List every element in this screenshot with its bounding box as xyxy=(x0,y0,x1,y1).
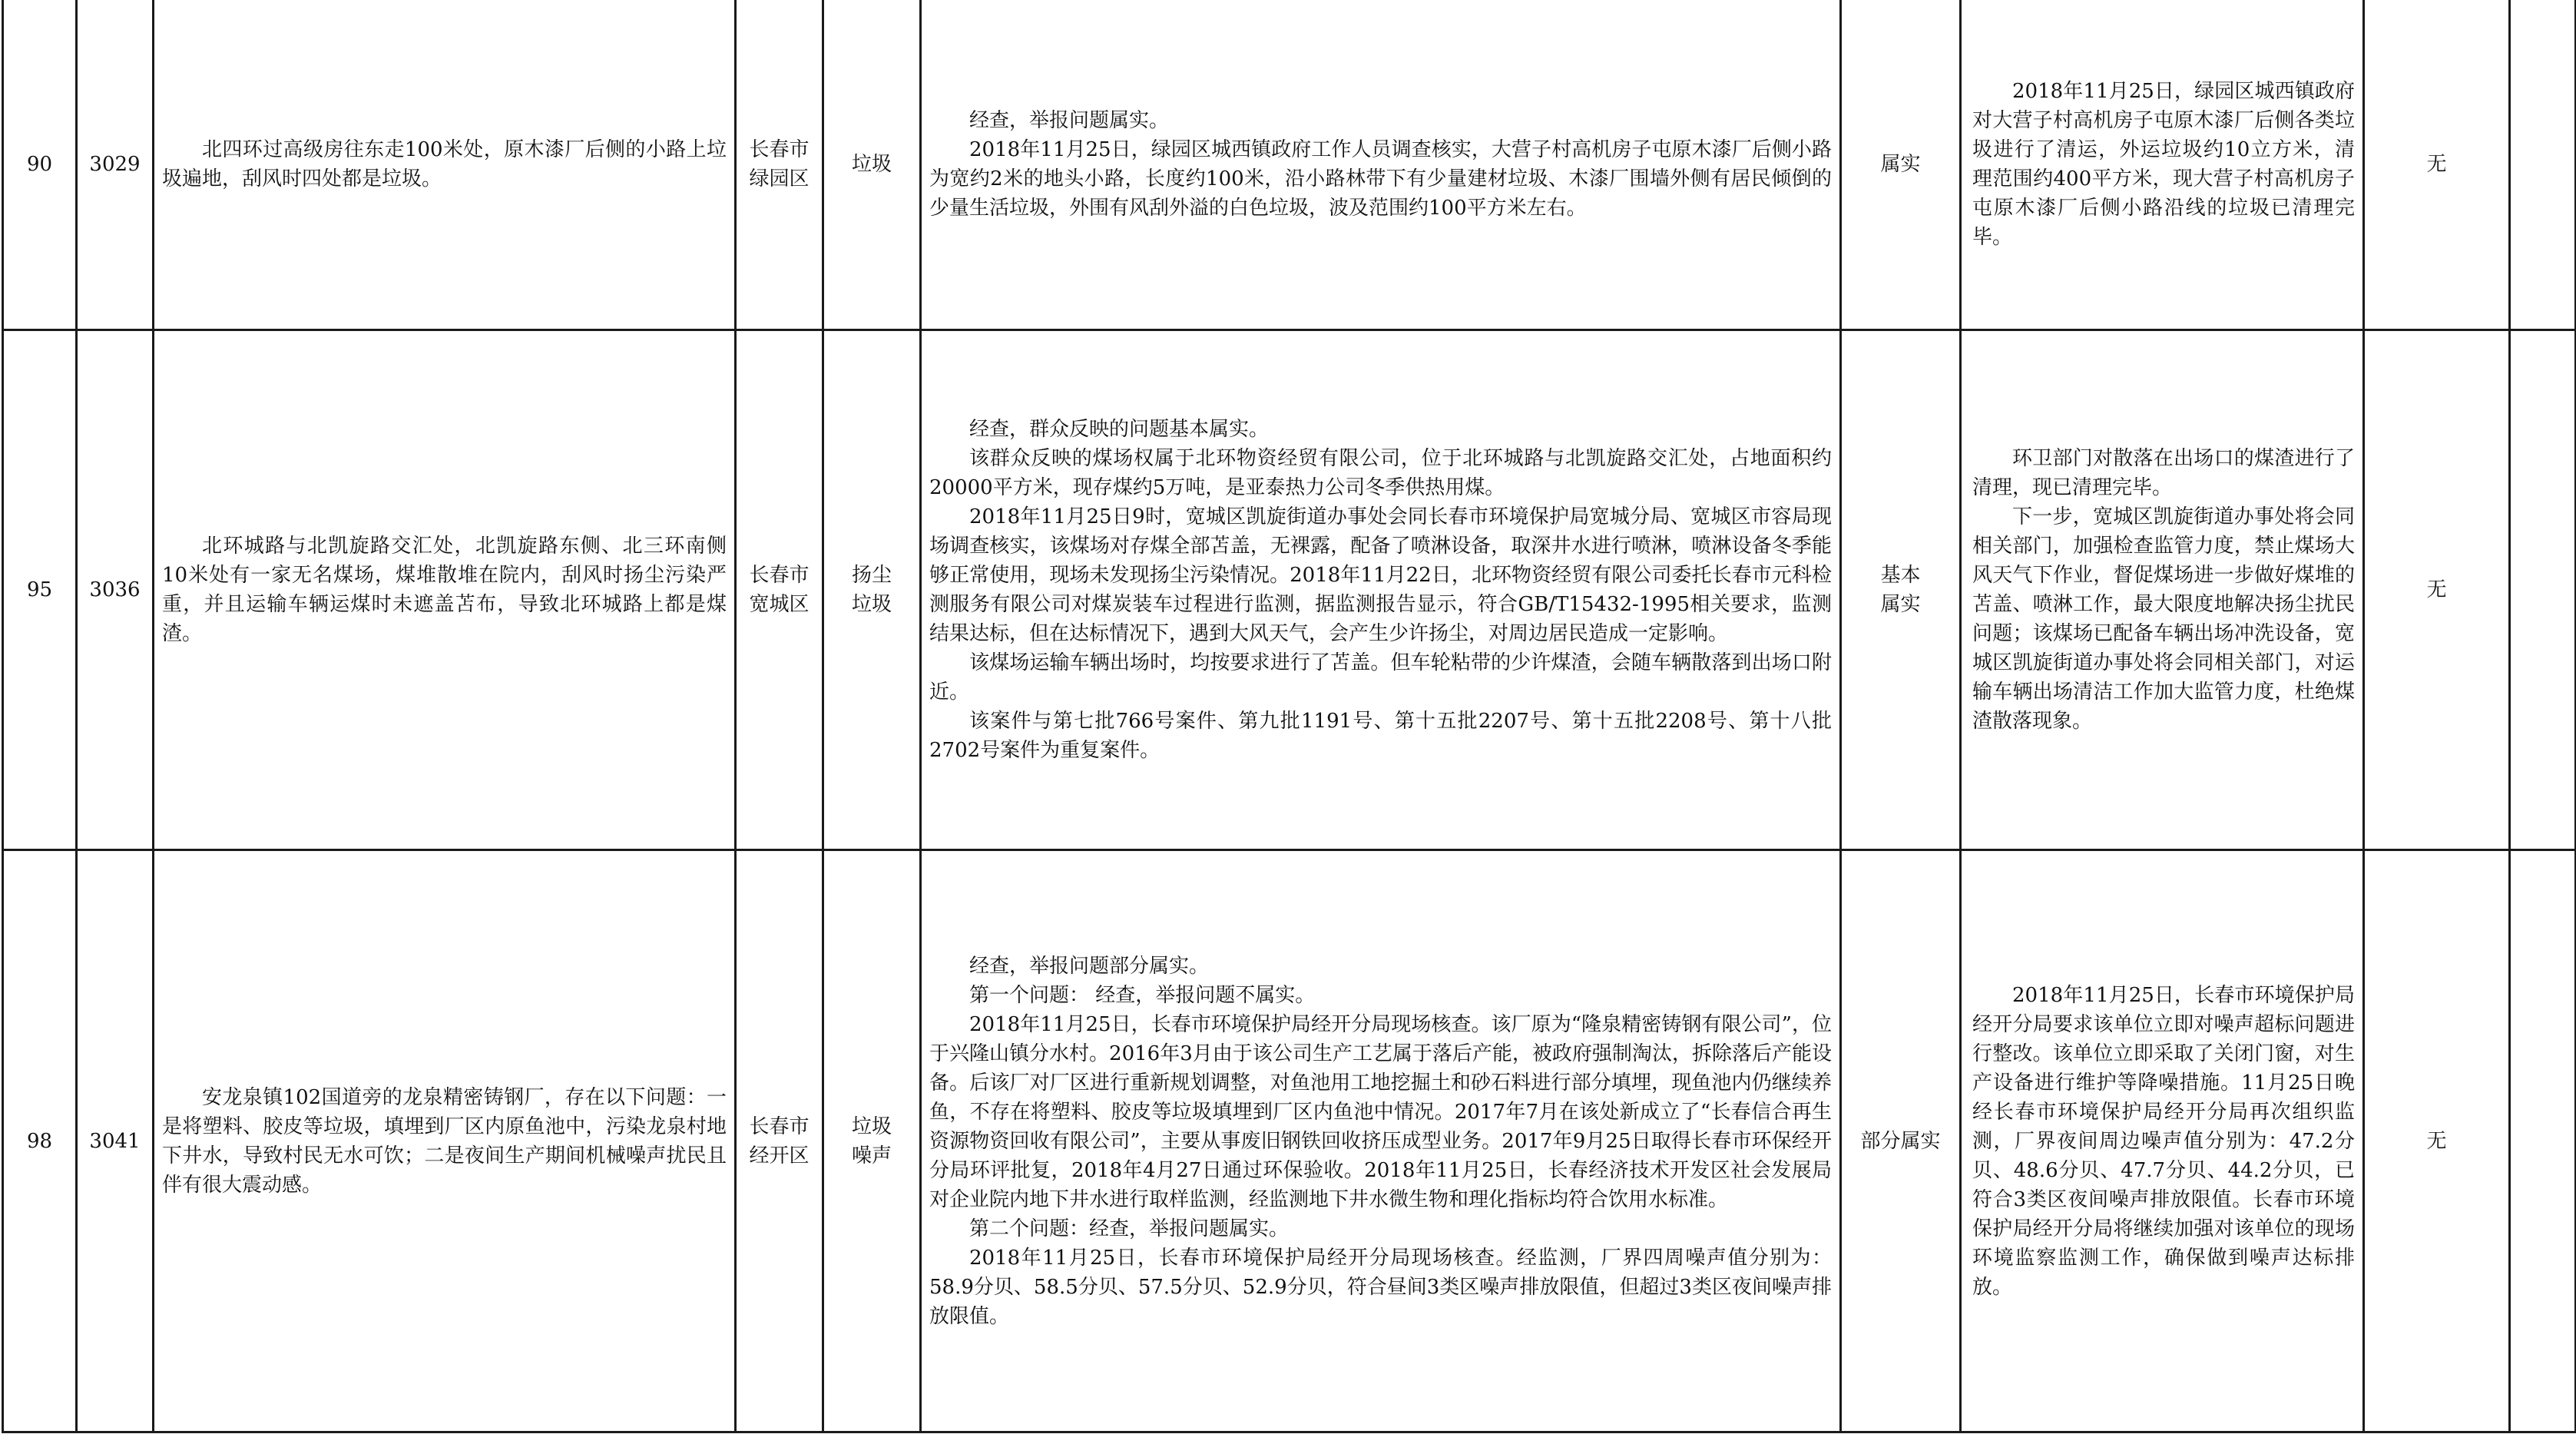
pollution-type-cell xyxy=(823,0,921,330)
pollution-type-cell-line: 扬尘 xyxy=(851,564,892,587)
handling-cell xyxy=(1961,0,2364,330)
pollution-type-cell-line: 噪声 xyxy=(851,1144,892,1167)
findings-cell-paragraph: 第一个问题： 经查，举报问题不属实。 xyxy=(969,983,1316,1007)
verdict-cell xyxy=(1841,0,1961,330)
findings-cell-paragraph: 2018年11月25日，长春市环境保护局经开分局现场核查。经监测，厂界四周噪声值分别为：58.9分贝、58.5分贝、57.5分贝、52.9分贝，符合昼间3类区噪声排放限值，但超过3类区夜间噪声排放限值。 xyxy=(929,1246,1832,1328)
findings-cell-paragraph: 经查，群众反映的问题基本属实。 xyxy=(969,418,1270,441)
district-cell xyxy=(736,850,823,1432)
findings-cell-paragraph: 经查，举报问题属实。 xyxy=(969,108,1170,132)
district-cell-line: 长春市 xyxy=(749,137,810,161)
findings-cell-paragraph: 该群众反映的煤场权属于北环物资经贸有限公司，位于北环城路与北凯旋路交汇处，占地面积约20000平方米，现存煤约5万吨，是亚泰热力公司冬季供热用煤。 xyxy=(929,447,1832,499)
pollution-type-cell xyxy=(823,850,921,1432)
table-row xyxy=(3,0,2576,330)
verdict-cell xyxy=(1841,850,1961,1432)
accountability-cell: 无 xyxy=(2364,850,2510,1432)
district-cell xyxy=(736,0,823,330)
findings-cell-paragraph: 该案件与第七批766号案件、第九批1191号、第十五批2207号、第十五批2208号、第十八批2702号案件为重复案件。 xyxy=(929,710,1832,762)
findings-cell-paragraph: 经查，举报问题部分属实。 xyxy=(969,954,1210,978)
handling-cell-paragraph: 环卫部门对散落在出场口的煤渣进行了清理，现已清理完毕。 xyxy=(1972,447,2355,499)
pollution-type-cell-line: 垃圾 xyxy=(851,152,892,176)
seq-cell: 98 xyxy=(3,850,77,1432)
verdict-cell-line: 属实 xyxy=(1880,152,1921,176)
complaint-cell-paragraph: 安龙泉镇102国道旁的龙泉精密铸钢厂，存在以下问题：一是将塑料、胶皮等垃圾，填埋到厂区内原鱼池中，污染龙泉村地下井水，导致村民无水可饮；二是夜间生产期间机械噪声扰民且伴有很大震动感。 xyxy=(162,1085,727,1197)
table-row xyxy=(3,330,2576,850)
seq-cell: 90 xyxy=(3,0,77,330)
district-cell-line: 长春市 xyxy=(749,1114,810,1138)
complaint-cell xyxy=(154,330,736,850)
handling-cell-paragraph: 下一步，宽城区凯旋街道办事处将会同相关部门，加强检查监管力度，禁止煤场大风天气下作业，督促煤场进一步做好煤堆的苫盖、喷淋工作，最大限度地解决扬尘扰民问题；该煤场已配备车辆出场冲洗设备，宽城区凯旋街道办事处将会同相关部门，对运输车辆出场清洁工作加大监管力度，杜绝煤渣散落现象。 xyxy=(1972,505,2355,733)
complaint-cell xyxy=(154,850,736,1432)
verdict-cell-line: 部分属实 xyxy=(1860,1129,1941,1153)
case-number-cell: 3041 xyxy=(77,850,154,1432)
pollution-type-cell xyxy=(823,330,921,850)
findings-cell xyxy=(921,850,1841,1432)
findings-cell-paragraph: 2018年11月25日9时，宽城区凯旋街道办事处会同长春市环境保护局宽城分局、宽城区市容局现场调查核实，该煤场对存煤全部苫盖，无裸露，配备了喷淋设备，取深井水进行喷淋，喷淋设备冬季能够正常使用，现场未发现扬尘污染情况。2018年11月22日，北环物资经贸有限公司委托长春市元科检测服务有限公司对煤炭装车过程进行监测，据监测报告显示，符合GB/T15432-1995相关要求，监测结果达标，但在达标情况下，遇到大风天气，会产生少许扬尘，对周边居民造成一定影响。 xyxy=(929,505,1832,645)
case-number-cell: 3036 xyxy=(77,330,154,850)
verdict-cell-line: 属实 xyxy=(1880,593,1921,616)
findings-cell-paragraph: 第二个问题：经查，举报问题属实。 xyxy=(969,1217,1290,1240)
handling-cell-paragraph: 2018年11月25日，绿园区城西镇政府对大营子村高机房子屯原木漆厂后侧各类垃圾进行了清运，外运垃圾约10立方米，清理范围约400平方米，现大营子村高机房子屯原木漆厂后侧小路沿线的垃圾已清理完毕。 xyxy=(1972,79,2355,249)
remark-cell xyxy=(2510,850,2576,1432)
pollution-type-cell-line: 垃圾 xyxy=(851,593,892,616)
handling-cell xyxy=(1961,850,2364,1432)
accountability-cell: 无 xyxy=(2364,330,2510,850)
findings-cell-paragraph: 2018年11月25日，长春市环境保护局经开分局现场核查。该厂原为“隆泉精密铸钢有限公司”，位于兴隆山镇分水村。2016年3月由于该公司生产工艺属于落后产能，被政府强制淘汰，拆除落后产能设备。后该厂对厂区进行重新规划调整，对鱼池用工地挖掘土和砂石料进行部分填埋，现鱼池内仍继续养鱼，不存在将塑料、胶皮等垃圾填埋到厂区内鱼池中情况。2017年7月在该处新成立了“长春信合再生资源物资回收有限公司”，主要从事废旧钢铁回收挤压成型业务。2017年9月25日取得长春市环保经开分局环评批复，2018年4月27日通过环保验收。2018年11月25日，长春经济技术开发区社会发展局对企业院内地下井水进行取样监测，经监测地下井水微生物和理化指标均符合饮用水标准。 xyxy=(929,1012,1832,1211)
verdict-cell xyxy=(1841,330,1961,850)
accountability-cell: 无 xyxy=(2364,0,2510,330)
district-cell-line: 长春市 xyxy=(749,564,810,587)
district-cell-line: 宽城区 xyxy=(749,593,810,616)
case-number-cell: 3029 xyxy=(77,0,154,330)
findings-cell-paragraph: 2018年11月25日，绿园区城西镇政府工作人员调查核实，大营子村高机房子屯原木漆厂后侧小路为宽约2米的地头小路，长度约100米，沿小路林带下有少量建材垃圾、木漆厂围墙外侧有居民倾倒的少量生活垃圾，外围有风刮外溢的白色垃圾，波及范围约100平方米左右。 xyxy=(929,137,1832,220)
complaint-cell xyxy=(154,0,736,330)
table-row xyxy=(3,850,2576,1432)
handling-cell-paragraph: 2018年11月25日，长春市环境保护局经开分局要求该单位立即对噪声超标问题进行整改。该单位立即采取了关闭门窗，对生产设备进行维护等降噪措施。11月25日晚经长春市环境保护局经开分局再次组织监测，厂界夜间周边噪声值分别为：47.2分贝、48.6分贝、47.7分贝、44.2分贝，已符合3类区夜间噪声排放限值。长春市环境保护局经开分局将继续加强对该单位的现场环境监察监测工作，确保做到噪声达标排放。 xyxy=(1972,983,2355,1299)
findings-cell-paragraph: 该煤场运输车辆出场时，均按要求进行了苫盖。但车轮粘带的少许煤渣，会随车辆散落到出场口附近。 xyxy=(929,651,1832,704)
seq-cell: 95 xyxy=(3,330,77,850)
remark-cell xyxy=(2510,0,2576,330)
complaint-cell-paragraph: 北环城路与北凯旋路交汇处，北凯旋路东侧、北三环南侧10米处有一家无名煤场，煤堆散堆在院内，刮风时扬尘污染严重，并且运输车辆运煤时未遮盖苫布，导致北环城路上都是煤渣。 xyxy=(162,535,727,645)
remark-cell xyxy=(2510,330,2576,850)
handling-cell xyxy=(1961,330,2364,850)
district-cell-line: 绿园区 xyxy=(749,167,810,190)
district-cell xyxy=(736,330,823,850)
verdict-cell-line: 基本 xyxy=(1880,564,1921,587)
findings-cell xyxy=(921,330,1841,850)
case-table xyxy=(2,0,2576,1433)
district-cell-line: 经开区 xyxy=(749,1144,810,1167)
findings-cell xyxy=(921,0,1841,330)
complaint-cell-paragraph: 北四环过高级房往东走100米处，原木漆厂后侧的小路上垃圾遍地，刮风时四处都是垃圾。 xyxy=(162,137,727,190)
pollution-type-cell-line: 垃圾 xyxy=(851,1114,892,1138)
